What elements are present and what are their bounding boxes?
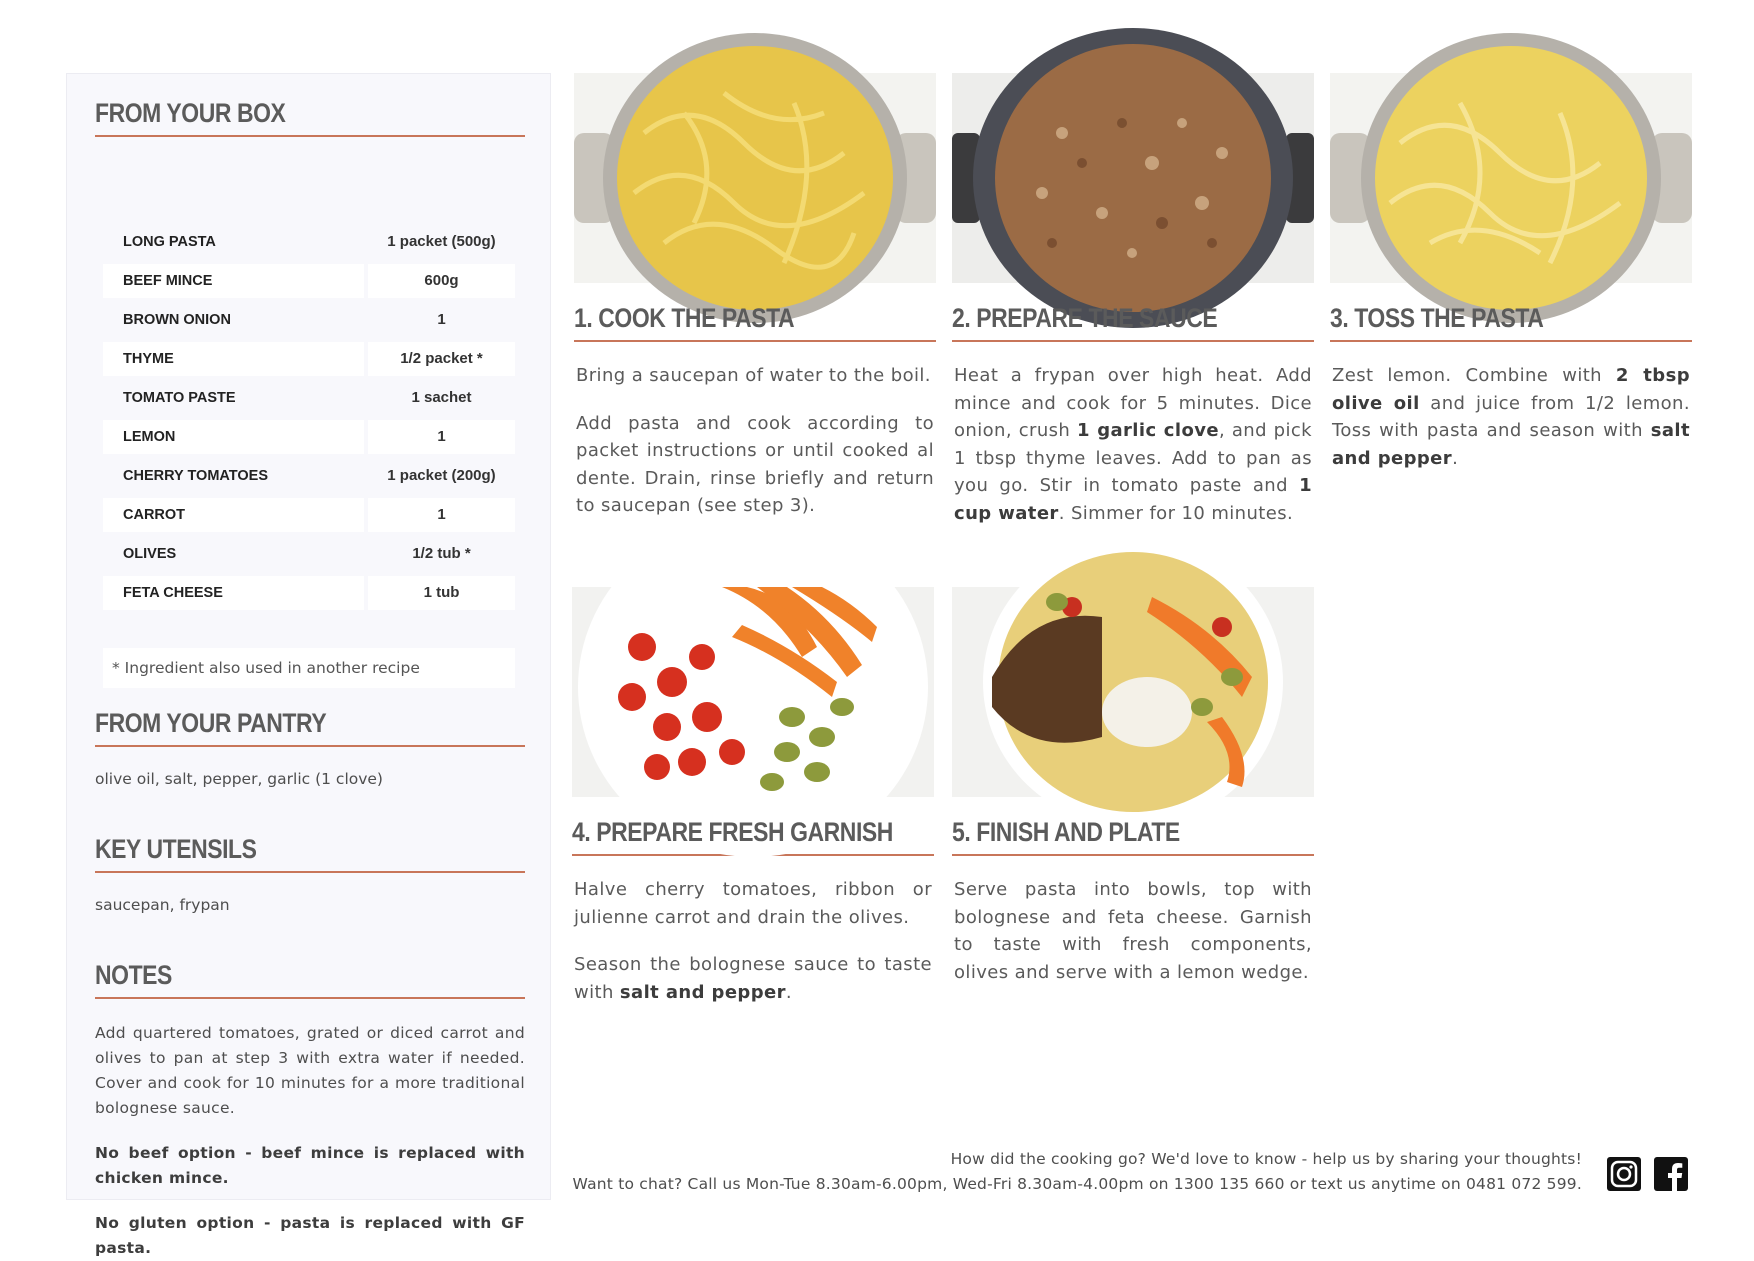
step-1-p2: Add pasta and cook according to packet instructions or until cooked al dente. Drain, rinse briefly and return to saucepan (see step 3). [576, 412, 934, 516]
utensils-text: saucepan, frypan [95, 896, 230, 914]
step-5-text [952, 876, 1314, 986]
table-row [103, 417, 515, 456]
table-row [103, 261, 515, 300]
ingredient-qty: 1 packet (500g) [387, 233, 496, 250]
step-4-text [572, 876, 934, 1006]
step-1-text [574, 362, 936, 520]
ingredient-qty: 1 sachet [411, 389, 472, 406]
table-row [103, 300, 515, 339]
step-5-rule [952, 854, 1314, 856]
ingredient-name: BROWN ONION [123, 311, 231, 328]
step-4-title: 4. PREPARE FRESH GARNISH [572, 817, 893, 847]
pantry-text: olive oil, salt, pepper, garlic (1 clove) [95, 770, 383, 788]
step-2-text [952, 362, 1314, 527]
ingredient-name: LEMON [103, 420, 364, 454]
table-row [103, 495, 515, 534]
notes-text: Add quartered tomatoes, grated or diced carrot and olives to pan at step 3 with extra water if needed. Cover and cook for 10 minutes for a more traditional bolognese sauce. [95, 1024, 525, 1117]
footer-line-1: How did the cooking go? We'd love to know - help us by sharing your thoughts! [950, 1150, 1582, 1168]
step-4-photo [572, 587, 934, 797]
footnote: * Ingredient also used in another recipe [103, 648, 515, 688]
utensils-rule [95, 871, 525, 873]
ingredient-qty: 1 packet (200g) [387, 467, 496, 484]
step-5-photo [952, 587, 1314, 797]
table-row [103, 456, 515, 495]
ingredients-table [103, 222, 515, 612]
step-5-p1: Serve pasta into bowls, top with bolognese and feta cheese. Garnish to taste with fresh components, olives and serve with a lemon wedge. [954, 879, 1312, 983]
box-heading: FROM YOUR BOX [95, 98, 286, 128]
table-row [103, 339, 515, 378]
pantry-heading: FROM YOUR PANTRY [95, 708, 327, 738]
box-rule [95, 135, 525, 137]
ingredient-qty: 1 [368, 420, 515, 454]
ingredient-qty: 1 tub [368, 576, 515, 610]
facebook-icon[interactable] [1653, 1156, 1689, 1192]
step-4 [572, 587, 934, 1006]
step-3-p1: Zest lemon. Combine with 2 tbsp olive oil and juice from 1/2 lemon. Toss with pasta and season with salt and pepper. [1332, 365, 1690, 469]
ingredient-name: LONG PASTA [123, 233, 216, 250]
box-section [95, 98, 525, 137]
ingredient-name: THYME [103, 342, 364, 376]
footer-line-2: Want to chat? Call us Mon-Tue 8.30am-6.00pm, Wed-Fri 8.30am-4.00pm on 1300 135 660 or text us anytime on 0481 072 599. [572, 1175, 1582, 1193]
ingredient-name: TOMATO PASTE [123, 389, 236, 406]
notes-gluten-option: No gluten option - pasta is replaced with GF pasta. [95, 1214, 525, 1257]
table-row [103, 573, 515, 612]
utensils-section [95, 834, 525, 918]
step-1-photo [574, 73, 936, 283]
step-5 [952, 587, 1314, 986]
step-1-rule [574, 340, 936, 342]
notes-section [95, 960, 525, 1261]
ingredient-name: BEEF MINCE [103, 264, 364, 298]
ingredient-name: CHERRY TOMATOES [123, 467, 269, 484]
step-5-title: 5. FINISH AND PLATE [952, 817, 1180, 847]
step-2-rule [952, 340, 1314, 342]
table-row [103, 534, 515, 573]
ingredient-name: OLIVES [123, 545, 177, 562]
ingredient-qty: 1/2 packet * [368, 342, 515, 376]
step-2-title: 2. PREPARE THE SAUCE [952, 303, 1218, 333]
step-1-p1: Bring a saucepan of water to the boil. [576, 365, 931, 386]
table-row [103, 378, 515, 417]
table-row [103, 222, 515, 261]
step-3-text [1330, 362, 1692, 472]
ingredient-name: CARROT [103, 498, 364, 532]
ingredient-name: FETA CHEESE [103, 576, 364, 610]
step-3-photo [1330, 73, 1692, 283]
ingredients-sidebar [66, 73, 551, 1257]
step-1-title: 1. COOK THE PASTA [574, 303, 795, 333]
step-3-rule [1330, 340, 1692, 342]
step-4-p2: Season the bolognese sauce to taste with salt and pepper. [574, 954, 932, 1003]
pantry-rule [95, 745, 525, 747]
step-1 [574, 73, 936, 520]
notes-beef-option: No beef option - beef mince is replaced with chicken mince. [95, 1144, 525, 1187]
ingredient-qty: 1 [368, 498, 515, 532]
step-4-p1: Halve cherry tomatoes, ribbon or julienne carrot and drain the olives. [574, 879, 932, 928]
notes-heading: NOTES [95, 960, 172, 990]
step-3 [1330, 73, 1692, 472]
step-2-p1: Heat a frypan over high heat. Add mince and cook for 5 minutes. Dice onion, crush 1 garlic clove, and pick 1 tbsp thyme leaves. Add to pan as you go. Stir in tomato paste and 1 cup water. Simmer for 10 minutes. [954, 365, 1312, 524]
utensils-heading: KEY UTENSILS [95, 834, 257, 864]
pantry-section [95, 708, 525, 792]
instagram-icon[interactable] [1606, 1156, 1642, 1192]
ingredient-qty: 1/2 tub * [412, 545, 471, 562]
footer [573, 1147, 1582, 1197]
ingredient-qty: 600g [368, 264, 515, 298]
ingredient-qty: 1 [437, 311, 446, 328]
step-2 [952, 73, 1314, 527]
step-3-title: 3. TOSS THE PASTA [1330, 303, 1544, 333]
step-2-photo [952, 73, 1314, 283]
notes-rule [95, 997, 525, 999]
